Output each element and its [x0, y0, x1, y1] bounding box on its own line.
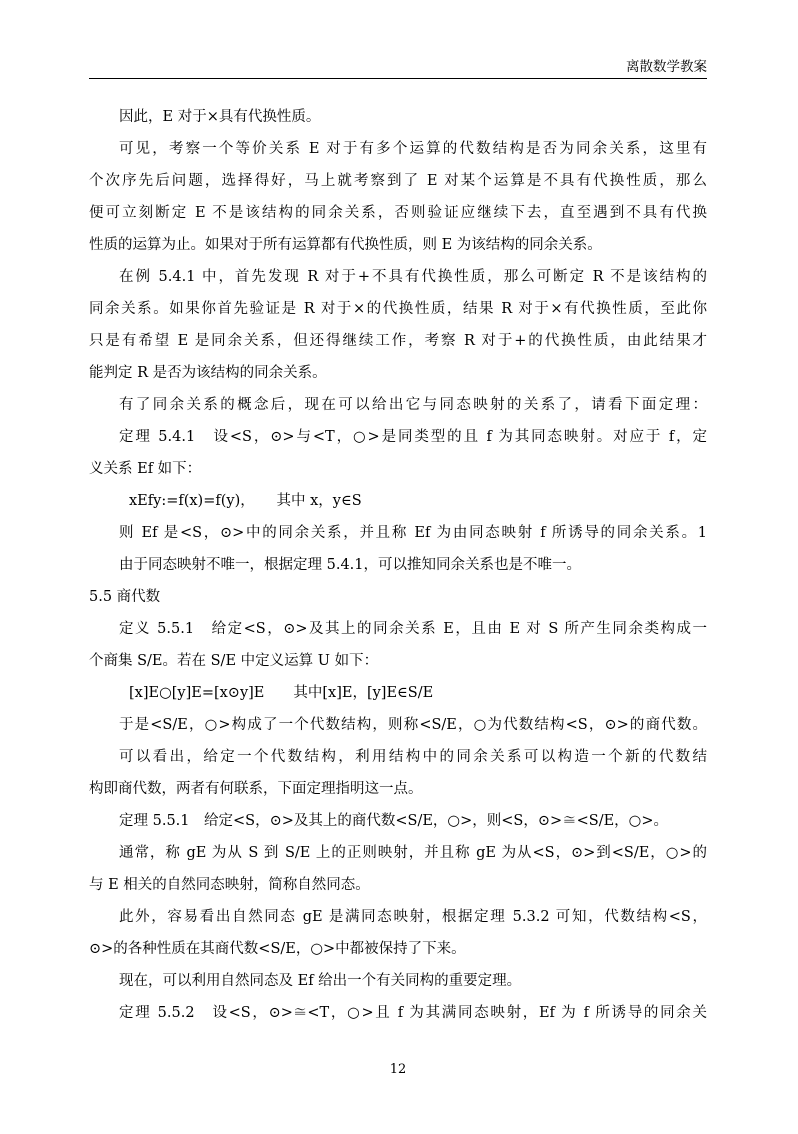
definition-line: 个商集 S/E。若在 S/E 中定义运算 U 如下： — [89, 653, 379, 669]
paragraph-line: 便可立刻断定 E 不是该结构的同余关系，否则验证应继续下去，直至遇到不具有代换 — [89, 205, 707, 221]
running-header: 离散数学教案 — [626, 59, 707, 75]
paragraph-line: 则 Ef 是<S，⊙>中的同余关系，并且称 Ef 为由同态映射 f 所诱导的同余关系。1 — [119, 525, 707, 541]
paragraph-line: 现在，可以利用自然同态及 Ef 给出一个有关同构的重要定理。 — [119, 973, 522, 989]
paragraph-line: 于是<S/E，○>构成了一个代数结构，则称<S/E，○为代数结构<S，⊙>的商代数。 — [119, 717, 707, 733]
paragraph-line: 因此，E 对于×具有代换性质。 — [119, 109, 321, 125]
page-number: 12 — [389, 1062, 407, 1077]
paragraph-line: 同余关系。如果你首先验证是 R 对于×的代换性质，结果 R 对于×有代换性质，至此你 — [89, 301, 707, 317]
formula-line: xEfy:=f(x)=f(y)， 其中 x，y∈S — [129, 493, 362, 509]
theorem-line: 定理 5.4.1 设<S，⊙>与<T，○>是同类型的且 f 为其同态映射。对应于 f，定 — [119, 429, 707, 445]
section-heading: 5.5 商代数 — [89, 589, 161, 605]
paragraph-line: ⊙>的各种性质在其商代数<S/E，○>中都被保持了下来。 — [89, 941, 466, 957]
paragraph-line: 此外，容易看出自然同态 gE 是满同态映射，根据定理 5.3.2 可知，代数结构<S， — [119, 909, 707, 925]
paragraph-line: 可见，考察一个等价关系 E 对于有多个运算的代数结构是否为同余关系，这里有 — [119, 141, 707, 157]
theorem-line: 定理 5.5.2 设<S，⊙>≅<T，○>且 f 为其满同态映射，Ef 为 f 所诱导的同余关 — [119, 1005, 707, 1021]
paragraph-line: 与 E 相关的自然同态映射，简称自然同态。 — [89, 877, 370, 893]
paragraph-line: 通常，称 gE 为从 S 到 S/E 上的正则映射，并且称 gE 为从<S，⊙>到<S/E，○>的 — [119, 845, 707, 861]
header-rule — [89, 78, 707, 79]
paragraph-line: 可以看出，给定一个代数结构，利用结构中的同余关系可以构造一个新的代数结 — [119, 749, 707, 765]
formula-line: [x]E○[y]E=[x⊙y]E 其中[x]E，[y]E∈S/E — [129, 685, 434, 701]
theorem-line: 义关系 Ef 如下： — [89, 461, 202, 477]
paragraph-line: 个次序先后问题，选择得好，马上就考察到了 E 对某个运算是不具有代换性质，那么 — [89, 173, 707, 189]
definition-line: 定义 5.5.1 给定<S，⊙>及其上的同余关系 E，且由 E 对 S 所产生同余类构成一 — [119, 621, 707, 637]
theorem-line: 定理 5.5.1 给定<S，⊙>及其上的商代数<S/E，○>，则<S，⊙>≅<S/E，○>。 — [119, 813, 668, 829]
paragraph-line: 在例 5.4.1 中，首先发现 R 对于+不具有代换性质，那么可断定 R 不是该结构的 — [119, 269, 707, 285]
paragraph-line: 能判定 R 是否为该结构的同余关系。 — [89, 365, 327, 381]
paragraph-line: 只是有希望 E 是同余关系，但还得继续工作，考察 R 对于+的代换性质，由此结果才 — [89, 333, 707, 349]
paragraph-line: 构即商代数，两者有何联系，下面定理指明这一点。 — [89, 781, 423, 797]
page-body — [89, 101, 707, 1029]
paragraph-line: 有了同余关系的概念后，现在可以给出它与同态映射的关系了，请看下面定理： — [119, 397, 707, 413]
paragraph-line: 性质的运算为止。如果对于所有运算都有代换性质，则 E 为该结构的同余关系。 — [89, 237, 602, 253]
paragraph-line: 由于同态映射不唯一，根据定理 5.4.1，可以推知同余关系也是不唯一。 — [119, 557, 582, 573]
